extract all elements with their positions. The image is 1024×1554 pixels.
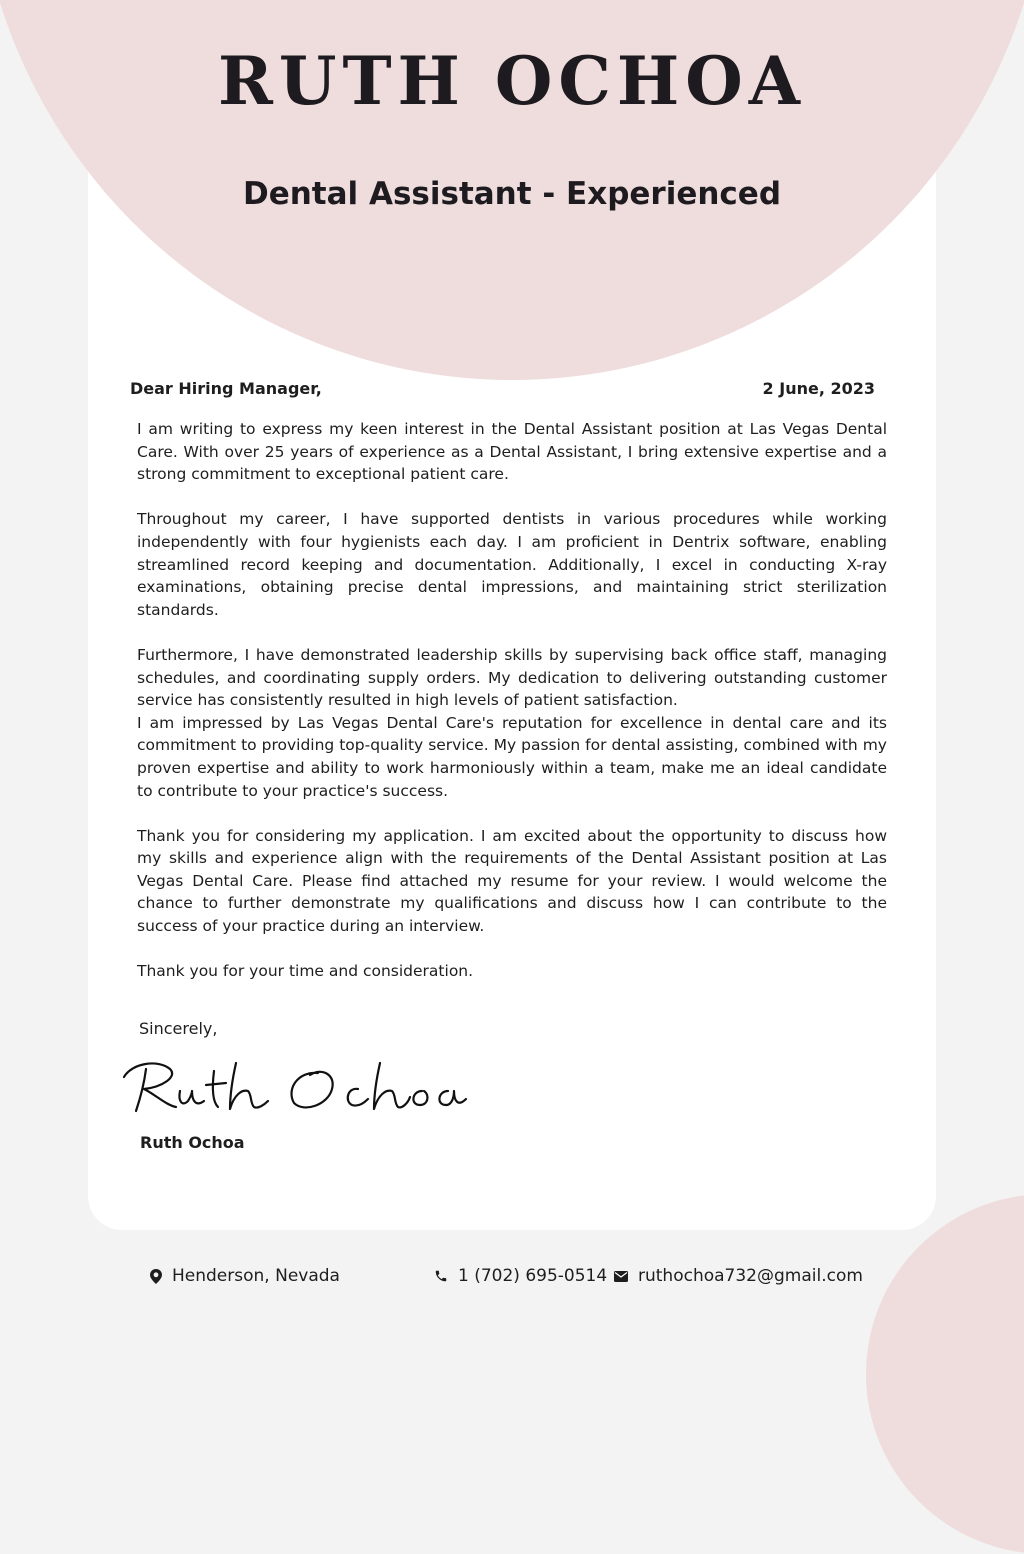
applicant-name: RUTH OCHOA xyxy=(218,42,806,120)
letter-date: 2 June, 2023 xyxy=(762,379,875,398)
letter-body xyxy=(137,418,887,983)
handwritten-signature xyxy=(118,1045,468,1125)
letter-paragraph: I am impressed by Las Vegas Dental Care's reputation for excellence in dental care and its commitment to providing top-quality service. My passion for dental assisting, combined with my proven expertise and ability to work harmoniously within a team, make me an ideal candidate to contribute to your practice's success. xyxy=(137,713,887,800)
phone-icon xyxy=(434,1269,448,1283)
closing: Sincerely, xyxy=(139,1019,218,1038)
location-text: Henderson, Nevada xyxy=(172,1266,340,1286)
letter-paragraph: I am writing to express my keen interest in the Dental Assistant position at Las Vegas Dental Care. With over 25 years of experience as a Dental Assistant, I bring extensive expertise and a strong commitment to exceptional patient care. xyxy=(137,420,887,484)
corner-decorative-circle xyxy=(866,1194,1024,1554)
job-title: Dental Assistant - Experienced xyxy=(242,176,782,212)
salutation: Dear Hiring Manager, xyxy=(130,379,322,398)
contact-location xyxy=(150,1266,340,1286)
letter-paragraph: Throughout my career, I have supported dentists in various procedures while working independently with four hygienists each day. I am proficient in Dentrix software, enabling streamlined record keeping and documentation. Additionally, I excel in conducting X-ray examinations, obtaining precise dental impressions, and maintaining strict sterilization standards. xyxy=(137,510,887,619)
map-pin-icon xyxy=(150,1269,162,1284)
letter-paragraph: Thank you for considering my application. I am excited about the opportunity to discuss how my skills and experience align with the requirements of the Dental Assistant position at Las Vegas Dental Care. Please find attached my resume for your review. I would welcome the chance to further demonstrate my qualifications and discuss how I can contribute to the success of your practice during an interview. xyxy=(137,826,887,936)
signed-name: Ruth Ochoa xyxy=(140,1133,245,1152)
email-text: ruthochoa732@gmail.com xyxy=(638,1266,863,1286)
phone-text: 1 (702) 695-0514 xyxy=(458,1266,608,1286)
letter-paragraph: Furthermore, I have demonstrated leadership skills by supervising back office staff, managing schedules, and coordinating supply orders. My dedication to delivering outstanding customer service has consistently resulted in high levels of patient satisfaction. xyxy=(137,645,887,710)
contact-email xyxy=(614,1266,863,1286)
contact-phone xyxy=(434,1266,607,1286)
envelope-icon xyxy=(614,1271,628,1282)
letter-paragraph: Thank you for your time and consideration. xyxy=(137,962,474,981)
